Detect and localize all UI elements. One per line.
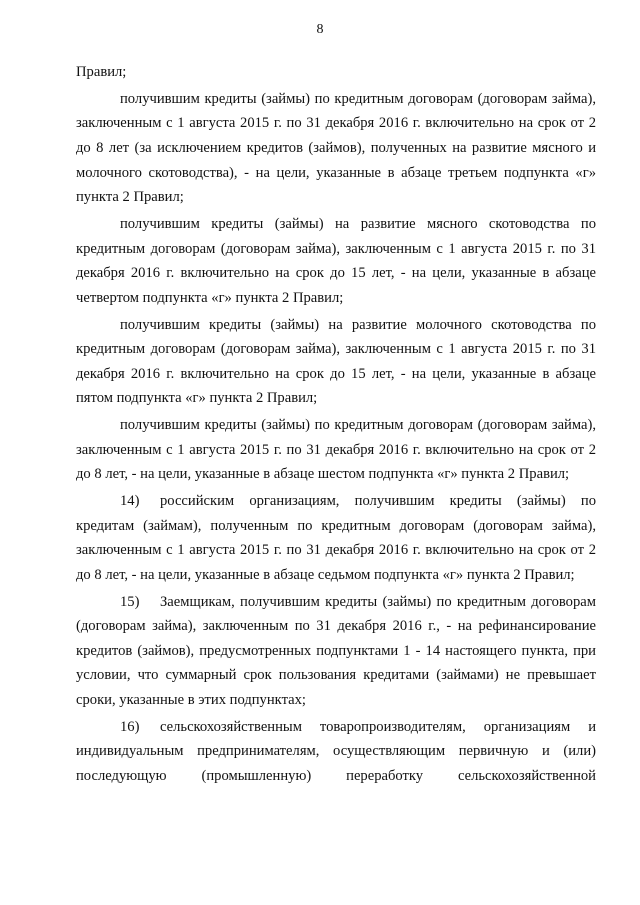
paragraph <box>76 87 596 210</box>
list-item-15 <box>76 590 596 713</box>
list-item-14 <box>76 489 596 587</box>
paragraph-text: Заемщикам, получившим кредиты (займы) по кредитным договорам (договорам займа), заключенным по 31 декабря 2016 г., - на рефинансирование кредитов (займов), предусмотренных подпунктами 1 - 14 настоящего пункта, при условии, что суммарный срок пользования кредитами (займами) не превышает сроки, указанные в этих подпунктах; <box>76 593 596 708</box>
paragraph <box>76 212 596 310</box>
paragraph <box>76 413 596 487</box>
paragraph-text: получившим кредиты (займы) по кредитным договорам (договорам займа), заключенным с 1 августа 2015 г. по 31 декабря 2016 г. включительно на срок от 2 до 8 лет, - на цели, указанные в абзаце шестом подпункта «г» пункта 2 Правил; <box>76 417 596 483</box>
list-item-16 <box>76 715 596 789</box>
paragraph-text: сельскохозяйственным товаропроизводителям, организациям и индивидуальным предпринимателям, осуществляющим первичную и (или) последующую (промышленную) переработку сельскохозяйственной <box>76 718 596 784</box>
paragraph-text: получившим кредиты (займы) на развитие молочного скотоводства по кредитным договорам (договорам займа), заключенным с 1 августа 2015 г. по 31 декабря 2016 г. включительно на срок до 15 лет, - на цели, указанные в абзаце пятом подпункта «г» пункта 2 Правил; <box>76 316 596 407</box>
item-number: 16) <box>120 718 140 735</box>
paragraph <box>76 313 596 411</box>
item-number: 14) <box>120 493 140 510</box>
paragraph-text: российским организациям, получившим кредиты (займы) по кредитам (займам), полученным по кредитным договорам (договорам займа), заключенным с 1 августа 2015 г. по 31 декабря 2016 г. включительно на срок от 2 до 8 лет, - на цели, указанные в абзаце седьмом подпункта «г» пункта 2 Правил; <box>76 493 596 583</box>
paragraph-text: Правил; <box>76 64 127 80</box>
paragraph-continuation <box>76 60 596 85</box>
page-number: 8 <box>316 22 324 37</box>
paragraph-text: получившим кредиты (займы) на развитие мясного скотоводства по кредитным договорам (договорам займа), заключенным с 1 августа 2015 г. по 31 декабря 2016 г. включительно на срок до 15 лет, - на цели, указанные в абзаце четвертом подпункта «г» пункта 2 Правил; <box>76 215 596 306</box>
paragraph-text: получившим кредиты (займы) по кредитным договорам (договорам займа), заключенным с 1 августа 2015 г. по 31 декабря 2016 г. включительно на срок от 2 до 8 лет (за исключением кредитов (займов), полученных на развитие мясного и молочного скотоводства), - на цели, указанные в абзаце третьем подпункта «г» пункта 2 Правил; <box>76 90 596 206</box>
item-number: 15) <box>120 593 140 610</box>
document-body <box>76 60 596 791</box>
